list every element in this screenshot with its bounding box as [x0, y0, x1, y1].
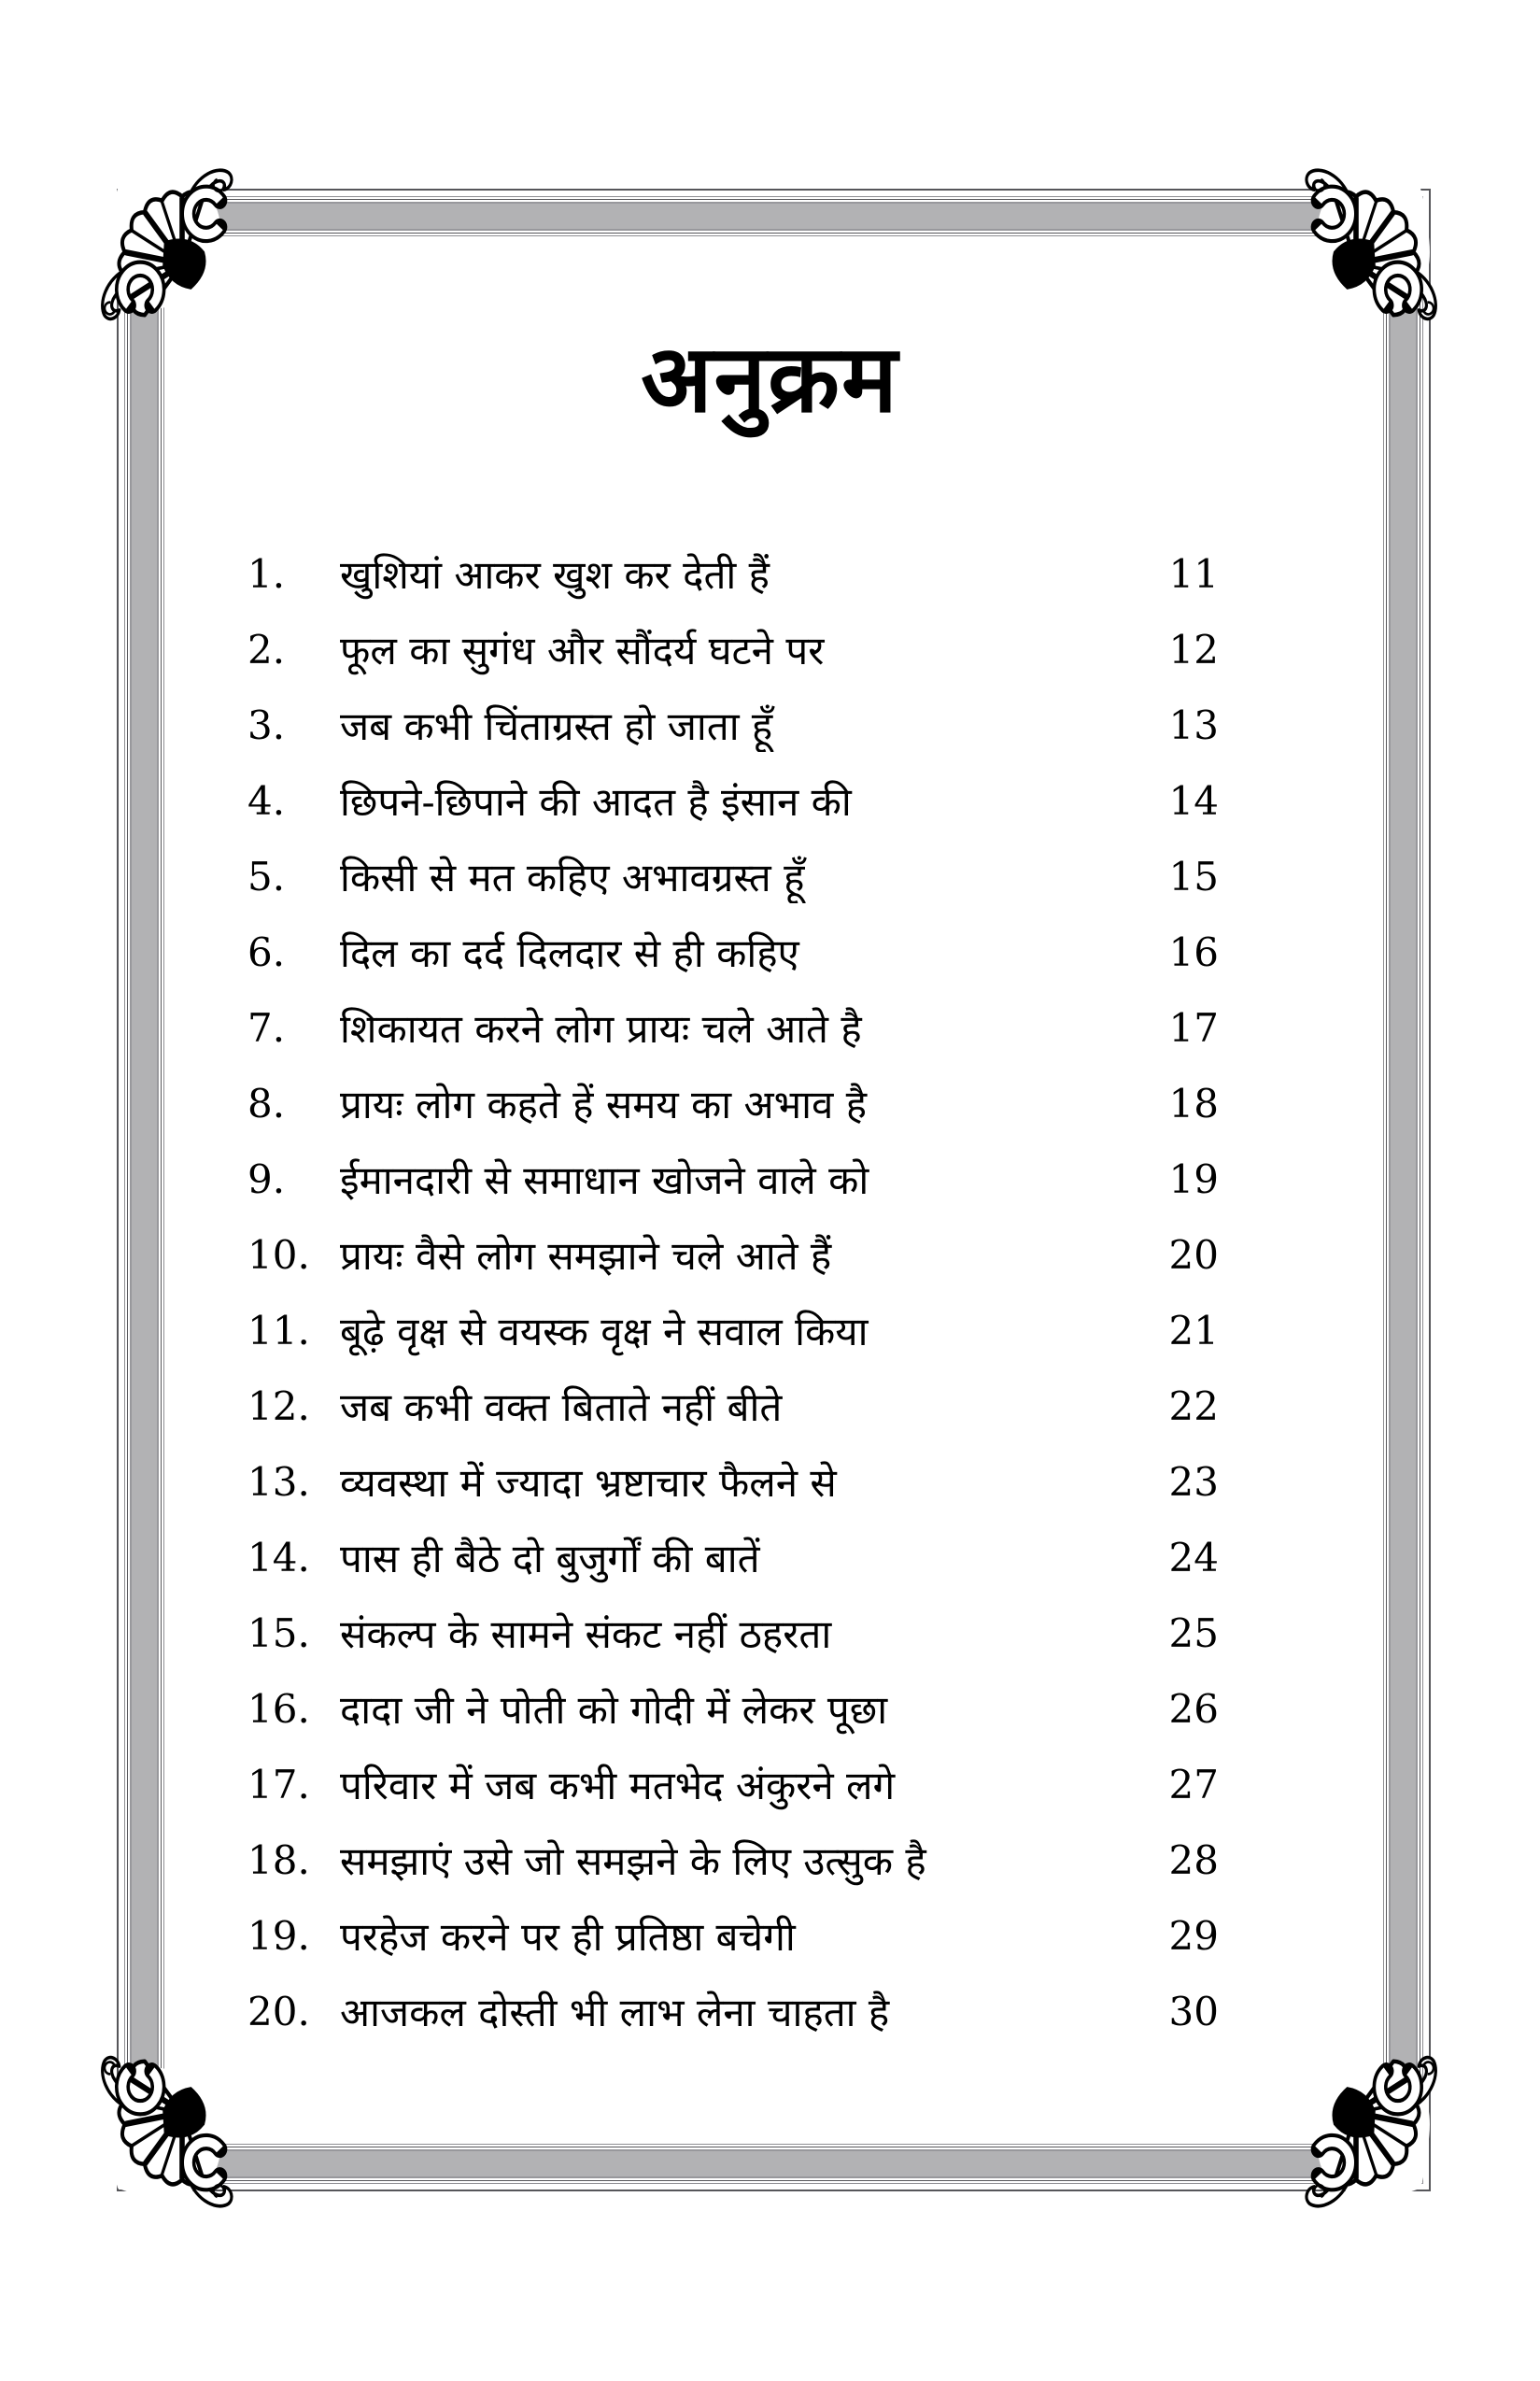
toc-entry-title: व्यवस्था में ज्यादा भ्रष्टाचार फैलने से	[340, 1460, 837, 1506]
toc-entry-number: 4.	[247, 778, 286, 824]
toc-entry	[247, 1671, 1219, 1747]
toc-entry-number: 5.	[247, 854, 286, 900]
toc-entry	[247, 1217, 1219, 1293]
toc-entry-page: 20	[1168, 1232, 1219, 1278]
toc-entry	[247, 990, 1219, 1066]
toc-entry-number: 15.	[247, 1610, 310, 1656]
toc-entry-title: किसी से मत कहिए अभावग्रस्त हूँ	[340, 855, 805, 900]
toc-entry-page: 27	[1168, 1762, 1219, 1807]
toc-entry-title: परिवार में जब कभी मतभेद अंकुरने लगे	[340, 1763, 896, 1808]
toc-entry-page: 19	[1168, 1156, 1219, 1202]
page-title: अनुक्रम	[641, 323, 899, 433]
toc-entry	[247, 1520, 1219, 1595]
toc-entry-title: जब कभी वक्त बिताते नहीं बीते	[340, 1384, 783, 1430]
toc-entry	[247, 1747, 1219, 1822]
toc-entry	[247, 1293, 1219, 1368]
toc-entry-page: 30	[1168, 1989, 1219, 2034]
toc-entry-number: 1.	[247, 551, 286, 597]
toc-entry-page: 18	[1168, 1081, 1219, 1127]
toc-entry	[247, 763, 1219, 839]
toc-entry	[247, 612, 1219, 687]
toc-entry	[247, 914, 1219, 990]
toc-entry-title: आजकल दोस्ती भी लाभ लेना चाहता है	[340, 1990, 890, 2035]
toc-entry-title: परहेज करने पर ही प्रतिष्ठा बचेगी	[340, 1914, 796, 1960]
toc-entry-page: 16	[1168, 929, 1219, 975]
toc-entry-number: 18.	[247, 1837, 310, 1883]
toc-entry-page: 17	[1168, 1005, 1219, 1051]
toc-entry-page: 14	[1168, 778, 1219, 824]
toc-entry-title: खुशियां आकर खुश कर देती हैं	[340, 552, 770, 598]
toc-entry-title: जब कभी चिंताग्रस्त हो जाता हूँ	[340, 703, 773, 749]
toc-entry-page: 25	[1168, 1610, 1219, 1656]
toc-entry	[247, 1974, 1219, 2049]
toc-entry-number: 8.	[247, 1081, 286, 1127]
toc-entry	[247, 1368, 1219, 1444]
toc-entry-page: 13	[1168, 702, 1219, 748]
toc-entry-title: बूढ़े वृक्ष से वयस्क वृक्ष ने सवाल किया	[340, 1309, 869, 1354]
toc-entry-title: दादा जी ने पोती को गोदी में लेकर पूछा	[340, 1687, 888, 1733]
toc-entry-title: प्रायः वैसे लोग समझाने चले आते हैं	[340, 1233, 832, 1279]
toc-entry-number: 10.	[247, 1232, 310, 1278]
toc-entry-number: 2.	[247, 627, 286, 673]
toc-entry-number: 9.	[247, 1156, 286, 1202]
toc-list	[247, 536, 1219, 2049]
toc-entry-title: संकल्प के सामने संकट नहीं ठहरता	[340, 1611, 832, 1657]
toc-entry-number: 16.	[247, 1686, 310, 1732]
toc-entry	[247, 1066, 1219, 1141]
toc-entry-number: 3.	[247, 702, 286, 748]
corner-ornament-top-left-icon	[92, 159, 242, 331]
toc-entry-title: समझाएं उसे जो समझने के लिए उत्सुक है	[340, 1838, 926, 1884]
toc-entry-page: 11	[1168, 551, 1219, 597]
toc-entry-page: 12	[1168, 627, 1219, 673]
toc-entry-title: फूल का सुगंध और सौंदर्य घटने पर	[340, 628, 825, 673]
toc-entry-page: 15	[1168, 854, 1219, 900]
toc-entry-page: 21	[1168, 1308, 1219, 1353]
toc-entry-number: 6.	[247, 929, 286, 975]
toc-entry	[247, 687, 1219, 763]
corner-ornament-bottom-left-icon	[92, 2046, 242, 2218]
toc-entry	[247, 1595, 1219, 1671]
corner-ornament-bottom-right-icon	[1296, 2046, 1446, 2218]
toc-entry-number: 13.	[247, 1459, 310, 1505]
toc-entry-number: 17.	[247, 1762, 310, 1807]
toc-entry-number: 7.	[247, 1005, 286, 1051]
toc-entry-page: 29	[1168, 1913, 1219, 1959]
toc-entry-number: 19.	[247, 1913, 310, 1959]
toc-entry-page: 23	[1168, 1459, 1219, 1505]
toc-entry-title: प्रायः लोग कहते हें समय का अभाव है	[340, 1082, 868, 1127]
toc-entry-title: पास ही बैठे दो बुजुर्गों की बातें	[340, 1536, 760, 1581]
toc-entry-page: 26	[1168, 1686, 1219, 1732]
toc-entry-title: दिल का दर्द दिलदार से ही कहिए	[340, 930, 799, 976]
toc-entry	[247, 1141, 1219, 1217]
toc-entry-title: शिकायत करने लोग प्रायः चले आते है	[340, 1006, 862, 1052]
toc-entry-page: 24	[1168, 1535, 1219, 1580]
toc-entry	[247, 1898, 1219, 1974]
toc-entry-number: 14.	[247, 1535, 310, 1580]
toc-entry	[247, 536, 1219, 612]
toc-entry-title: छिपने-छिपाने की आदत है इंसान की	[340, 779, 852, 825]
toc-entry	[247, 1444, 1219, 1520]
toc-entry	[247, 839, 1219, 914]
toc-entry	[247, 1822, 1219, 1898]
toc-entry-page: 22	[1168, 1383, 1219, 1429]
corner-ornament-top-right-icon	[1296, 159, 1446, 331]
toc-entry-number: 20.	[247, 1989, 310, 2034]
toc-entry-number: 12.	[247, 1383, 310, 1429]
toc-entry-page: 28	[1168, 1837, 1219, 1883]
toc-entry-title: ईमानदारी से समाधान खोजने वाले को	[340, 1157, 869, 1203]
toc-entry-number: 11.	[247, 1308, 310, 1353]
